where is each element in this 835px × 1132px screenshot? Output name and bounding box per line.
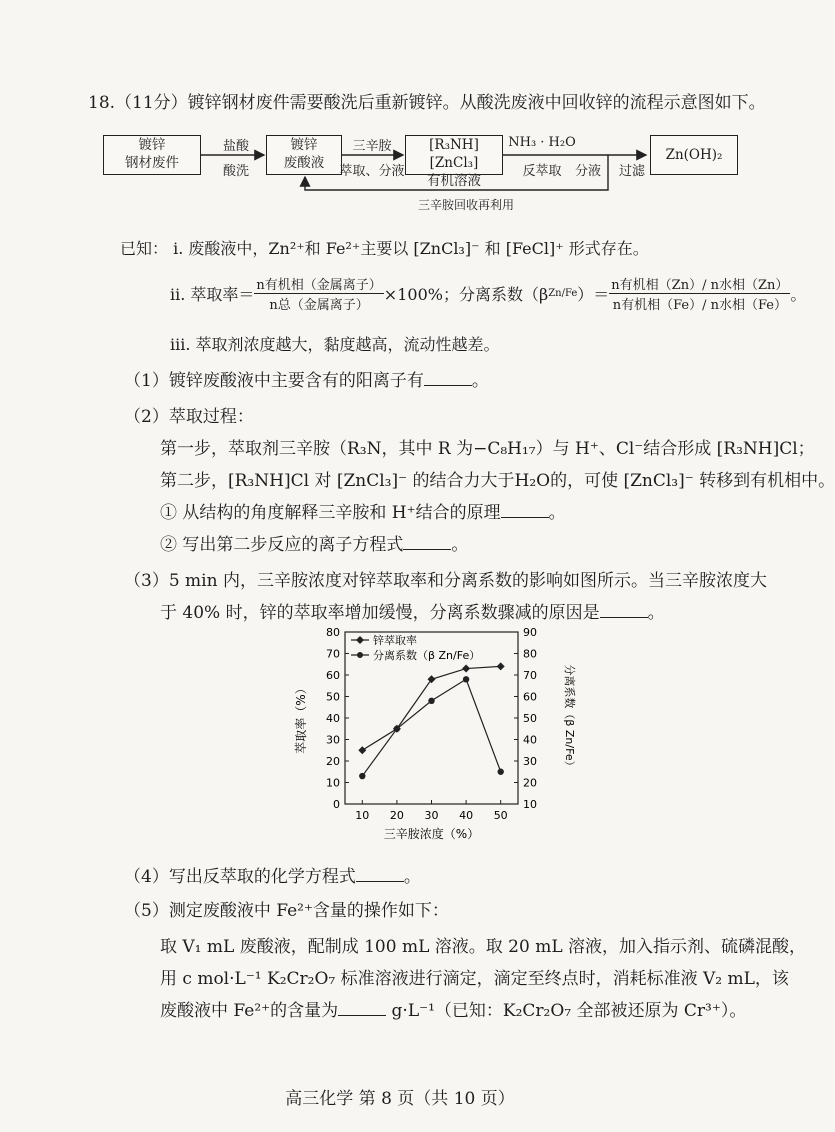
known-i: 已知： i. 废酸液中，Zn²⁺和 Fe²⁺主要以 [ZnCl₃]⁻ 和 [FeCl]⁺ 形式存在。 [120, 239, 649, 258]
flow-arrow-recycle [305, 155, 608, 190]
data-point-zinc-extraction [358, 746, 366, 754]
question-4: （4）写出反萃取的化学方程式 。 [124, 867, 421, 887]
flow-label-ammonia: NH₃ · H₂O [508, 135, 576, 150]
y-right-tick-label: 80 [523, 647, 537, 661]
flow-box-zinc-hydroxide: Zn(OH)₂ [650, 135, 738, 175]
page-footer: 高三化学 第 8 页（共 10 页） [285, 1089, 515, 1109]
flow-arrows [0, 0, 800, 220]
answer-blank-4[interactable] [356, 881, 404, 882]
y-left-tick-label: 0 [333, 798, 340, 811]
question-2-step2: 第二步，[R₃NH]Cl 对 [ZnCl₃]⁻ 的结合力大于H₂O的，可使 [ZnCl₃]⁻ 转移到有机相中。 [160, 471, 835, 491]
flow-label-recycle: 三辛胺回收再利用 [417, 198, 514, 212]
y-right-tick-label: 90 [523, 626, 537, 639]
flow-label-back-extraction: 反萃取 [522, 164, 562, 179]
answer-blank-5[interactable] [338, 1015, 386, 1016]
flow-label-filtration: 过滤 [618, 164, 645, 179]
flow-box-organic-solution: [R₃NH][ZnCl₃] 有机溶液 [405, 135, 503, 175]
question-3-line1: （3）5 min 内，三辛胺浓度对锌萃取率和分离系数的影响如图所示。当三辛胺浓度大 [124, 571, 767, 591]
data-point-separation-coefficient [498, 769, 504, 775]
question-1: （1）镀锌废酸液中主要含有的阳离子有 。 [124, 371, 489, 391]
data-point-zinc-extraction [428, 675, 436, 683]
x-axis-label: 三辛胺浓度（%） [383, 827, 480, 841]
data-point-separation-coefficient [394, 726, 400, 732]
flow-label-pickling: 酸洗 [222, 164, 249, 179]
y-right-tick-label: 20 [523, 776, 537, 790]
data-point-separation-coefficient [463, 676, 469, 682]
flow-label-extraction: 萃取、分液 [339, 164, 405, 179]
question-2-a: ① 从结构的角度解释三辛胺和 H⁺结合的原理 。 [160, 503, 566, 523]
question-2-step1: 第一步，萃取剂三辛胺（R₃N，其中 R 为−C₈H₁₇）与 H⁺、Cl⁻结合形成 [R₃NH]Cl； [160, 439, 815, 459]
y-left-axis-label: 萃取率（%） [294, 682, 308, 754]
flow-box-waste-acid: 镀锌 废酸液 [266, 135, 342, 175]
question-5-line1: 取 V₁ mL 废酸液，配制成 100 mL 溶液。取 20 mL 溶液，加入指示剂、硫磷混酸， [160, 937, 807, 957]
answer-blank-2b[interactable] [403, 549, 451, 550]
y-right-tick-label: 60 [523, 690, 537, 704]
answer-blank-1[interactable] [424, 385, 472, 386]
y-left-tick-label: 60 [326, 669, 340, 682]
known-label: 已知： [120, 239, 169, 258]
y-right-axis-label: 分离系数（β Zn/Fe） [563, 664, 576, 772]
legend-label-1: 锌萃取率 [373, 634, 417, 647]
y-left-tick-label: 10 [326, 776, 340, 790]
answer-blank-2a[interactable] [501, 517, 549, 518]
data-point-zinc-extraction [497, 662, 505, 670]
y-left-tick-label: 30 [326, 733, 340, 747]
question-header: 18.（11分）镀锌钢材废件需要酸洗后重新镀锌。从酸洗废液中回收锌的流程示意图如下。 [88, 93, 766, 113]
y-left-tick-label: 80 [326, 626, 340, 639]
known-ii: ii. 萃取率＝ $\frac{\text{n有机相（金属离子）}}{\text{n总（金属离子）}}$ ×100%；分离系数（β Zn/Fe ）＝ $\frac{\text{n有机相（Zn）/ n水相（Zn）}}{\text{n有机相（Fe）/ n水相（Fe）}}$ 。 [170, 274, 806, 313]
y-left-tick-label: 70 [326, 647, 340, 661]
legend-marker-circle [357, 652, 363, 658]
y-left-tick-label: 40 [326, 712, 340, 725]
series-line-2 [362, 679, 500, 776]
data-point-separation-coefficient [359, 773, 365, 779]
data-point-separation-coefficient [428, 698, 434, 704]
x-tick-label: 20 [389, 809, 404, 822]
legend-marker-diamond [356, 636, 364, 644]
extraction-rate-fraction: $\frac{\text{n有机相（金属离子）}}{\text{n总（金属离子）}}$ [254, 274, 383, 313]
line-chart [280, 622, 580, 852]
known-iii: iii. 萃取剂浓度越大，黏度越高，流动性越差。 [170, 335, 500, 354]
x-tick-label: 40 [459, 809, 474, 822]
question-2-b: ② 写出第二步反应的离子方程式 。 [160, 535, 469, 555]
legend-label-2: 分离系数（β Zn/Fe） [373, 649, 481, 662]
y-left-tick-label: 50 [326, 690, 340, 704]
flow-label-hcl: 盐酸 [222, 139, 249, 154]
separation-coefficient-fraction: $\frac{\text{n有机相（Zn）/ n水相（Zn）}}{\text{n有机相（Fe）/ n水相（Fe）}}$ [609, 274, 790, 313]
answer-blank-3[interactable] [600, 617, 648, 618]
flow-box-galvanized-steel: 镀锌 钢材废件 [103, 135, 201, 175]
question-5-line2: 用 c mol·L⁻¹ K₂Cr₂O₇ 标准溶液进行滴定，滴定至终点时，消耗标准液 V₂ mL，该 [160, 969, 789, 989]
y-left-tick-label: 20 [326, 755, 340, 768]
flow-label-separation: 分液 [574, 164, 601, 179]
x-tick-label: 10 [355, 809, 370, 822]
y-right-tick-label: 10 [523, 798, 537, 811]
x-tick-label: 50 [493, 809, 508, 822]
flow-label-trioctylamine: 三辛胺 [352, 139, 392, 154]
question-2: （2）萃取过程： [124, 407, 254, 427]
x-tick-label: 30 [424, 809, 439, 822]
y-right-tick-label: 30 [523, 755, 537, 768]
question-5: （5）测定废酸液中 Fe²⁺含量的操作如下： [124, 901, 449, 921]
y-right-tick-label: 50 [523, 712, 537, 725]
question-3-line2: 于 40% 时，锌的萃取率增加缓慢，分离系数骤减的原因是 。 [160, 603, 665, 623]
data-point-zinc-extraction [462, 665, 470, 673]
question-5-line3: 废酸液中 Fe²⁺的含量为 g·L⁻¹（已知：K₂Cr₂O₇ 全部被还原为 Cr³⁺）。 [160, 1001, 747, 1021]
y-right-tick-label: 40 [523, 733, 537, 747]
y-right-tick-label: 70 [523, 669, 537, 682]
